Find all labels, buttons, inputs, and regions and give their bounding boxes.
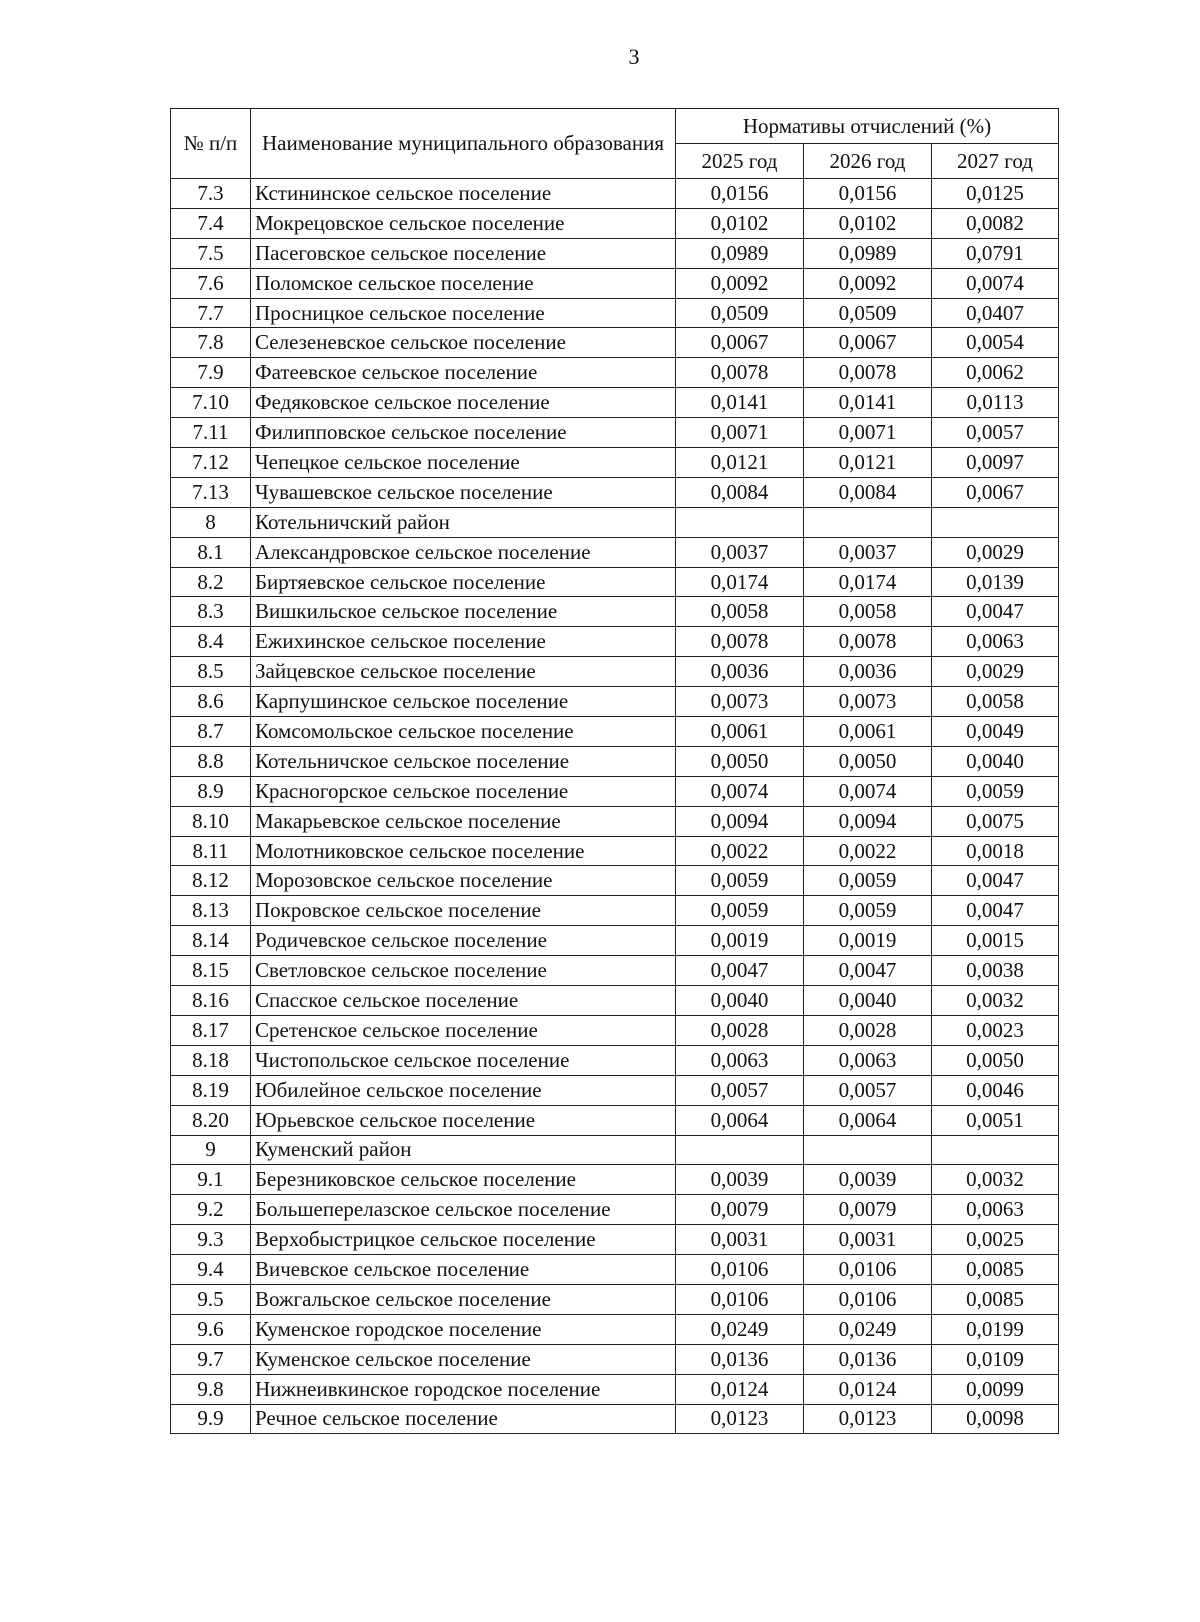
value-2026 <box>804 1135 932 1165</box>
row-name: Поломское сельское поселение <box>251 268 676 298</box>
value-2025: 0,0509 <box>676 298 804 328</box>
table-body <box>171 179 1059 1434</box>
header-num: № п/п <box>171 109 251 179</box>
value-2025: 0,0037 <box>676 537 804 567</box>
row-number: 7.3 <box>171 179 251 209</box>
value-2027: 0,0199 <box>932 1314 1059 1344</box>
value-2025: 0,0031 <box>676 1225 804 1255</box>
value-2027: 0,0099 <box>932 1374 1059 1404</box>
value-2025: 0,0071 <box>676 418 804 448</box>
value-2027: 0,0038 <box>932 956 1059 986</box>
value-2026: 0,0079 <box>804 1195 932 1225</box>
value-2025: 0,0028 <box>676 1015 804 1045</box>
row-name: Фатеевское сельское поселение <box>251 358 676 388</box>
row-number: 8.10 <box>171 806 251 836</box>
value-2026: 0,0019 <box>804 926 932 956</box>
value-2025: 0,0061 <box>676 717 804 747</box>
row-number: 7.9 <box>171 358 251 388</box>
value-2026: 0,0064 <box>804 1105 932 1135</box>
row-name: Сретенское сельское поселение <box>251 1015 676 1045</box>
row-number: 7.4 <box>171 208 251 238</box>
table-row <box>171 1314 1059 1344</box>
row-number: 7.6 <box>171 268 251 298</box>
row-number: 9.5 <box>171 1284 251 1314</box>
value-2025: 0,0094 <box>676 806 804 836</box>
row-name: Большеперелазское сельское поселение <box>251 1195 676 1225</box>
row-number: 8.1 <box>171 537 251 567</box>
row-name: Куменское городское поселение <box>251 1314 676 1344</box>
value-2026: 0,0989 <box>804 238 932 268</box>
header-year-2025: 2025 год <box>676 144 804 179</box>
value-2026: 0,0022 <box>804 836 932 866</box>
value-2026: 0,0078 <box>804 627 932 657</box>
row-number: 7.10 <box>171 388 251 418</box>
value-2025: 0,0136 <box>676 1344 804 1374</box>
value-2027: 0,0049 <box>932 717 1059 747</box>
row-name: Вожгальское сельское поселение <box>251 1284 676 1314</box>
value-2025 <box>676 507 804 537</box>
row-number: 7.13 <box>171 477 251 507</box>
row-name: Нижнеивкинское городское поселение <box>251 1374 676 1404</box>
row-name: Федяковское сельское поселение <box>251 388 676 418</box>
table-row <box>171 657 1059 687</box>
value-2025: 0,0174 <box>676 567 804 597</box>
value-2027: 0,0097 <box>932 448 1059 478</box>
row-name: Зайцевское сельское поселение <box>251 657 676 687</box>
table-row <box>171 1135 1059 1165</box>
value-2027: 0,0109 <box>932 1344 1059 1374</box>
row-number: 7.11 <box>171 418 251 448</box>
header-year-2026: 2026 год <box>804 144 932 179</box>
row-name: Чепецкое сельское поселение <box>251 448 676 478</box>
row-number: 8.3 <box>171 597 251 627</box>
value-2027: 0,0047 <box>932 896 1059 926</box>
value-2025: 0,0989 <box>676 238 804 268</box>
row-number: 8.5 <box>171 657 251 687</box>
value-2026: 0,0156 <box>804 179 932 209</box>
row-name: Красногорское сельское поселение <box>251 776 676 806</box>
row-name: Юрьевское сельское поселение <box>251 1105 676 1135</box>
table-row <box>171 1225 1059 1255</box>
value-2026: 0,0031 <box>804 1225 932 1255</box>
value-2026: 0,0059 <box>804 896 932 926</box>
row-name: Пасеговское сельское поселение <box>251 238 676 268</box>
row-name: Александровское сельское поселение <box>251 537 676 567</box>
value-2025: 0,0074 <box>676 776 804 806</box>
table-row <box>171 1284 1059 1314</box>
value-2025: 0,0036 <box>676 657 804 687</box>
value-2026: 0,0057 <box>804 1075 932 1105</box>
row-name: Вишкильское сельское поселение <box>251 597 676 627</box>
value-2025: 0,0106 <box>676 1255 804 1285</box>
value-2025: 0,0078 <box>676 627 804 657</box>
table-row <box>171 537 1059 567</box>
row-number: 8.6 <box>171 687 251 717</box>
value-2025: 0,0106 <box>676 1284 804 1314</box>
value-2027: 0,0047 <box>932 597 1059 627</box>
value-2026: 0,0084 <box>804 477 932 507</box>
row-number: 7.12 <box>171 448 251 478</box>
value-2027 <box>932 507 1059 537</box>
value-2027: 0,0029 <box>932 537 1059 567</box>
row-name: Березниковское сельское поселение <box>251 1165 676 1195</box>
row-name: Карпушинское сельское поселение <box>251 687 676 717</box>
row-name: Юбилейное сельское поселение <box>251 1075 676 1105</box>
value-2027: 0,0063 <box>932 1195 1059 1225</box>
header-year-2027: 2027 год <box>932 144 1059 179</box>
value-2026: 0,0050 <box>804 746 932 776</box>
row-name: Чувашевское сельское поселение <box>251 477 676 507</box>
value-2027: 0,0015 <box>932 926 1059 956</box>
value-2025: 0,0057 <box>676 1075 804 1105</box>
table-row <box>171 567 1059 597</box>
value-2026: 0,0037 <box>804 537 932 567</box>
table-row <box>171 477 1059 507</box>
value-2025: 0,0156 <box>676 179 804 209</box>
row-name: Макарьевское сельское поселение <box>251 806 676 836</box>
value-2027: 0,0050 <box>932 1045 1059 1075</box>
value-2027: 0,0082 <box>932 208 1059 238</box>
table-row <box>171 1045 1059 1075</box>
row-name: Филипповское сельское поселение <box>251 418 676 448</box>
value-2027: 0,0063 <box>932 627 1059 657</box>
value-2026: 0,0174 <box>804 567 932 597</box>
row-name: Комсомольское сельское поселение <box>251 717 676 747</box>
value-2026: 0,0106 <box>804 1255 932 1285</box>
table-row <box>171 388 1059 418</box>
table-row <box>171 836 1059 866</box>
table-row <box>171 717 1059 747</box>
table-row <box>171 1075 1059 1105</box>
value-2026: 0,0061 <box>804 717 932 747</box>
row-name: Куменское сельское поселение <box>251 1344 676 1374</box>
row-number: 8.15 <box>171 956 251 986</box>
table-row <box>171 1374 1059 1404</box>
value-2026: 0,0102 <box>804 208 932 238</box>
value-2027: 0,0059 <box>932 776 1059 806</box>
value-2027: 0,0085 <box>932 1284 1059 1314</box>
row-number: 9.6 <box>171 1314 251 1344</box>
row-number: 8.18 <box>171 1045 251 1075</box>
row-number: 8.16 <box>171 986 251 1016</box>
row-name: Мокрецовское сельское поселение <box>251 208 676 238</box>
table-row <box>171 896 1059 926</box>
value-2027: 0,0098 <box>932 1404 1059 1434</box>
value-2027: 0,0075 <box>932 806 1059 836</box>
table-row <box>171 298 1059 328</box>
value-2026: 0,0141 <box>804 388 932 418</box>
value-2026: 0,0058 <box>804 597 932 627</box>
table-row <box>171 238 1059 268</box>
row-number: 8.19 <box>171 1075 251 1105</box>
value-2027: 0,0018 <box>932 836 1059 866</box>
value-2027: 0,0062 <box>932 358 1059 388</box>
row-number: 8.17 <box>171 1015 251 1045</box>
row-name: Речное сельское поселение <box>251 1404 676 1434</box>
value-2026: 0,0136 <box>804 1344 932 1374</box>
value-2026: 0,0036 <box>804 657 932 687</box>
value-2025: 0,0022 <box>676 836 804 866</box>
row-number: 8.11 <box>171 836 251 866</box>
row-number: 9.3 <box>171 1225 251 1255</box>
value-2027: 0,0125 <box>932 179 1059 209</box>
value-2025: 0,0141 <box>676 388 804 418</box>
table-row <box>171 1404 1059 1434</box>
row-number: 9.9 <box>171 1404 251 1434</box>
row-number: 8.13 <box>171 896 251 926</box>
row-name: Верхобыстрицкое сельское поселение <box>251 1225 676 1255</box>
value-2026: 0,0094 <box>804 806 932 836</box>
value-2025: 0,0121 <box>676 448 804 478</box>
value-2027: 0,0046 <box>932 1075 1059 1105</box>
value-2025: 0,0064 <box>676 1105 804 1135</box>
value-2026: 0,0028 <box>804 1015 932 1045</box>
header-norms: Нормативы отчислений (%) <box>676 109 1059 144</box>
value-2025: 0,0050 <box>676 746 804 776</box>
table-row <box>171 1344 1059 1374</box>
value-2026: 0,0047 <box>804 956 932 986</box>
row-name: Покровское сельское поселение <box>251 896 676 926</box>
row-name: Селезеневское сельское поселение <box>251 328 676 358</box>
row-number: 8.4 <box>171 627 251 657</box>
value-2025: 0,0019 <box>676 926 804 956</box>
value-2026: 0,0073 <box>804 687 932 717</box>
value-2026: 0,0040 <box>804 986 932 1016</box>
table-row <box>171 179 1059 209</box>
table-row <box>171 358 1059 388</box>
row-number: 9.7 <box>171 1344 251 1374</box>
row-name: Просницкое сельское поселение <box>251 298 676 328</box>
value-2025: 0,0059 <box>676 866 804 896</box>
row-name: Спасское сельское поселение <box>251 986 676 1016</box>
value-2027: 0,0067 <box>932 477 1059 507</box>
row-name: Родичевское сельское поселение <box>251 926 676 956</box>
value-2026: 0,0509 <box>804 298 932 328</box>
value-2026: 0,0074 <box>804 776 932 806</box>
row-name: Светловское сельское поселение <box>251 956 676 986</box>
row-number: 8.9 <box>171 776 251 806</box>
row-number: 8.7 <box>171 717 251 747</box>
table-row <box>171 1195 1059 1225</box>
row-number: 7.7 <box>171 298 251 328</box>
row-number: 9.2 <box>171 1195 251 1225</box>
table-row <box>171 1255 1059 1285</box>
value-2025: 0,0047 <box>676 956 804 986</box>
table-row <box>171 507 1059 537</box>
table-row <box>171 926 1059 956</box>
table-row <box>171 208 1059 238</box>
table-row <box>171 627 1059 657</box>
row-name: Биртяевское сельское поселение <box>251 567 676 597</box>
value-2026: 0,0123 <box>804 1404 932 1434</box>
value-2026: 0,0063 <box>804 1045 932 1075</box>
value-2025: 0,0079 <box>676 1195 804 1225</box>
table-row <box>171 776 1059 806</box>
row-name: Морозовское сельское поселение <box>251 866 676 896</box>
header-name: Наименование муниципального образования <box>251 109 676 179</box>
row-name: Вичевское сельское поселение <box>251 1255 676 1285</box>
value-2026: 0,0071 <box>804 418 932 448</box>
table-row <box>171 268 1059 298</box>
row-number: 7.5 <box>171 238 251 268</box>
table-row <box>171 1015 1059 1045</box>
value-2025: 0,0249 <box>676 1314 804 1344</box>
row-number: 8.14 <box>171 926 251 956</box>
row-name: Чистопольское сельское поселение <box>251 1045 676 1075</box>
row-number: 9.8 <box>171 1374 251 1404</box>
table-row <box>171 806 1059 836</box>
table-row <box>171 956 1059 986</box>
value-2026: 0,0039 <box>804 1165 932 1195</box>
table-row <box>171 1165 1059 1195</box>
value-2026: 0,0078 <box>804 358 932 388</box>
row-number: 8.8 <box>171 746 251 776</box>
row-number: 9.4 <box>171 1255 251 1285</box>
value-2025: 0,0124 <box>676 1374 804 1404</box>
value-2025: 0,0067 <box>676 328 804 358</box>
value-2025 <box>676 1135 804 1165</box>
value-2026: 0,0067 <box>804 328 932 358</box>
table-row <box>171 418 1059 448</box>
row-number: 8.2 <box>171 567 251 597</box>
value-2027 <box>932 1135 1059 1165</box>
value-2027: 0,0029 <box>932 657 1059 687</box>
value-2027: 0,0032 <box>932 986 1059 1016</box>
value-2027: 0,0139 <box>932 567 1059 597</box>
value-2026: 0,0124 <box>804 1374 932 1404</box>
value-2026 <box>804 507 932 537</box>
value-2027: 0,0054 <box>932 328 1059 358</box>
value-2026: 0,0092 <box>804 268 932 298</box>
value-2025: 0,0084 <box>676 477 804 507</box>
table-row <box>171 597 1059 627</box>
value-2025: 0,0059 <box>676 896 804 926</box>
value-2027: 0,0047 <box>932 866 1059 896</box>
row-number: 8.12 <box>171 866 251 896</box>
page-number: 3 <box>628 44 640 69</box>
value-2027: 0,0074 <box>932 268 1059 298</box>
value-2027: 0,0113 <box>932 388 1059 418</box>
row-name: Котельничский район <box>251 507 676 537</box>
value-2027: 0,0407 <box>932 298 1059 328</box>
value-2025: 0,0073 <box>676 687 804 717</box>
norms-table <box>170 108 1059 1434</box>
row-number: 8.20 <box>171 1105 251 1135</box>
row-name: Молотниковское сельское поселение <box>251 836 676 866</box>
value-2025: 0,0063 <box>676 1045 804 1075</box>
value-2027: 0,0085 <box>932 1255 1059 1285</box>
value-2027: 0,0051 <box>932 1105 1059 1135</box>
value-2027: 0,0791 <box>932 238 1059 268</box>
value-2027: 0,0058 <box>932 687 1059 717</box>
table-row <box>171 328 1059 358</box>
row-number: 9 <box>171 1135 251 1165</box>
value-2027: 0,0040 <box>932 746 1059 776</box>
row-name: Ежихинское сельское поселение <box>251 627 676 657</box>
table-row <box>171 986 1059 1016</box>
row-name: Куменский район <box>251 1135 676 1165</box>
value-2025: 0,0039 <box>676 1165 804 1195</box>
table-row <box>171 687 1059 717</box>
value-2025: 0,0092 <box>676 268 804 298</box>
value-2026: 0,0106 <box>804 1284 932 1314</box>
row-number: 7.8 <box>171 328 251 358</box>
value-2027: 0,0032 <box>932 1165 1059 1195</box>
row-name: Котельничское сельское поселение <box>251 746 676 776</box>
row-name: Кстининское сельское поселение <box>251 179 676 209</box>
value-2026: 0,0249 <box>804 1314 932 1344</box>
value-2025: 0,0078 <box>676 358 804 388</box>
table-row <box>171 746 1059 776</box>
table-row <box>171 866 1059 896</box>
value-2027: 0,0023 <box>932 1015 1059 1045</box>
row-number: 8 <box>171 507 251 537</box>
value-2025: 0,0123 <box>676 1404 804 1434</box>
value-2025: 0,0102 <box>676 208 804 238</box>
value-2026: 0,0121 <box>804 448 932 478</box>
table-row <box>171 1105 1059 1135</box>
table-row <box>171 448 1059 478</box>
value-2026: 0,0059 <box>804 866 932 896</box>
value-2025: 0,0040 <box>676 986 804 1016</box>
row-number: 9.1 <box>171 1165 251 1195</box>
value-2027: 0,0025 <box>932 1225 1059 1255</box>
value-2027: 0,0057 <box>932 418 1059 448</box>
value-2025: 0,0058 <box>676 597 804 627</box>
